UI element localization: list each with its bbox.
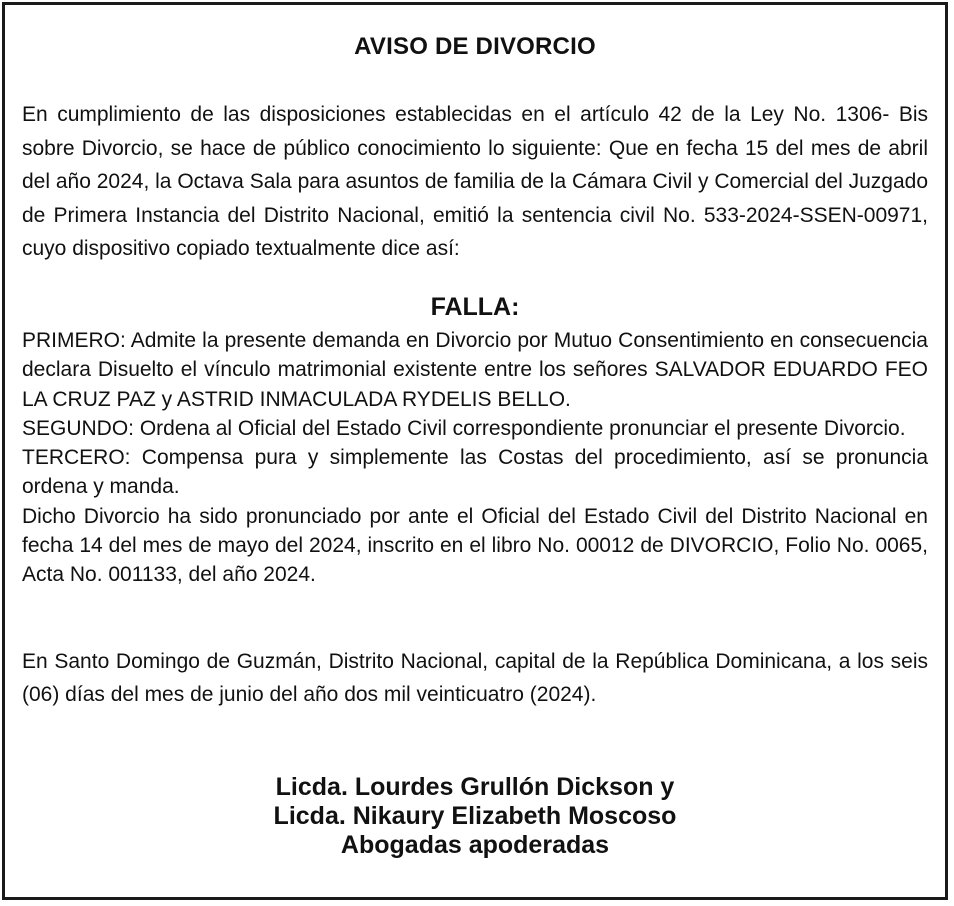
ruling-segundo: SEGUNDO: Ordena al Oficial del Estado Civil correspondiente pronunciar el presente Divorcio. — [22, 416, 906, 440]
notice-title: AVISO DE DIVORCIO — [354, 33, 596, 60]
ruling-primero: PRIMERO: Admite la presente demanda en Divorcio por Mutuo Consentimiento en consecuencia declara Disuelto el vínculo matrimonial existente entre los señores SALVADOR EDUARDO FEO LA CRUZ PAZ y ASTRID INMACULADA RYDELIS BELLO. — [22, 329, 928, 411]
ruling-tercero: TERCERO: Compensa pura y simplemente las Costas del procedimiento, así se pronuncia ordena y manda. — [22, 446, 928, 499]
signature-line-2: Licda. Nikaury Elizabeth Moscoso — [273, 802, 677, 830]
closing-paragraph: En Santo Domingo de Guzmán, Distrito Nacional, capital de la República Dominicana, a los seis (06) días del mes de junio del año dos mil veinticuatro (2024). — [22, 650, 928, 706]
intro-paragraph: En cumplimiento de las disposiciones establecidas en el artículo 42 de la Ley No. 1306- Bis sobre Divorcio, se hace de público conocimiento lo siguiente: Que en fecha 15 del mes de abril del año 2024, la Octava Sala para asuntos de familia de la Cámara Civil y Comercial del Juzgado de Primera Instancia del Distrito Nacional, emitió la sentencia civil No. 533-2024-SSEN-00971, cuyo dispositivo copiado textualmente dice así: — [22, 103, 928, 261]
signature-line-3: Abogadas apoderadas — [340, 831, 610, 859]
signature-block — [5, 773, 945, 860]
registration-paragraph: Dicho Divorcio ha sido pronunciado por ante el Oficial del Estado Civil del Distrito Nacional en fecha 14 del mes de mayo del 2024, inscrito en el libro No. 00012 de DIVORCIO, Folio No. 0065, Acta No. 001133, del año 2024. — [22, 504, 928, 587]
ruling-section — [22, 326, 928, 590]
signature-line-1: Licda. Lourdes Grullón Dickson y — [275, 773, 675, 801]
notice-frame — [2, 2, 948, 900]
intro-section — [22, 98, 928, 266]
falla-heading: FALLA: — [430, 293, 520, 321]
closing-section — [22, 645, 928, 711]
